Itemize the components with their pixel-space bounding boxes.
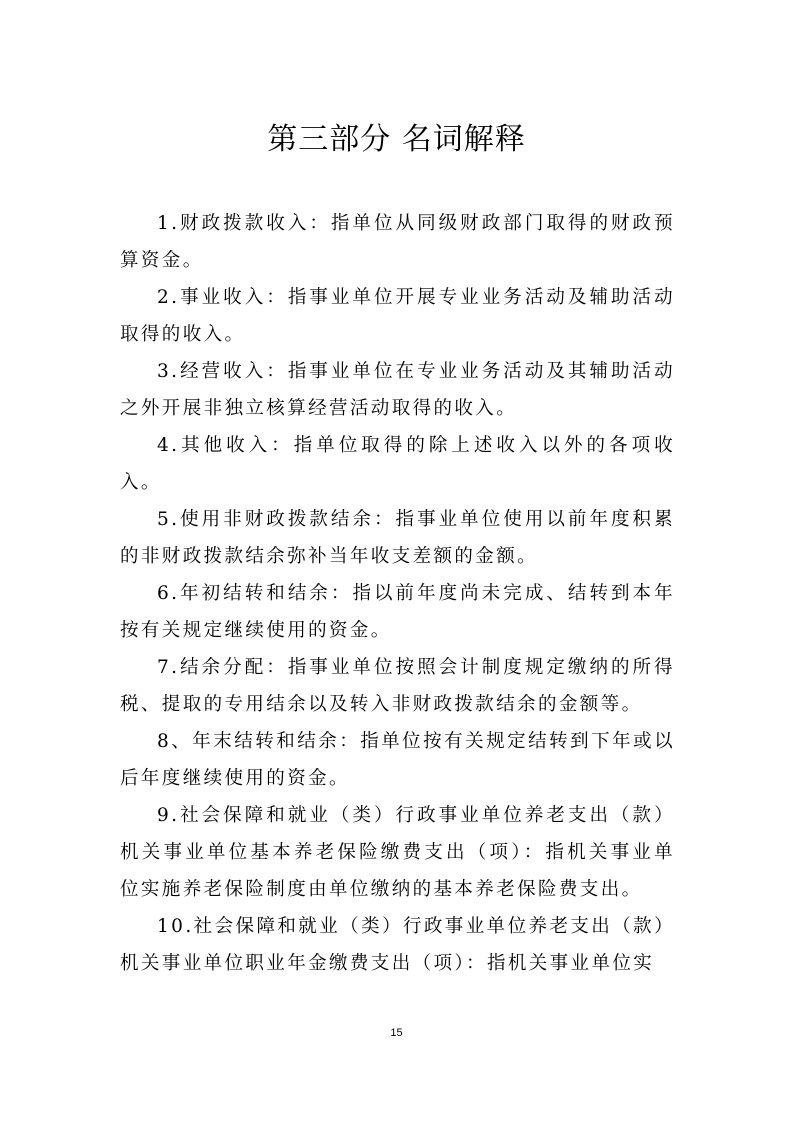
- page-number: 15: [390, 1027, 403, 1039]
- definition-paragraph: 9.社会保障和就业（类）行政事业单位养老支出（款）机关事业单位基本养老保险缴费支出（项）：指机关事业单位实施养老保险制度由单位缴纳的基本养老保险费支出。: [120, 805, 675, 900]
- definition-paragraph: 10.社会保障和就业（类）行政事业单位养老支出（款）机关事业单位职业年金缴费支出（项）：指机关事业单位实: [120, 916, 675, 974]
- definition-paragraph: 5.使用非财政拨款结余：指事业单位使用以前年度积累的非财政拨款结余弥补当年收支差额的金额。: [120, 509, 675, 567]
- section-title: 第三部分 名词解释: [267, 122, 526, 157]
- definitions-body: [120, 205, 675, 982]
- definition-paragraph: 7.结余分配：指事业单位按照会计制度规定缴纳的所得税、提取的专用结余以及转入非财政拨款结余的金额等。: [120, 657, 675, 715]
- definition-paragraph: 4.其他收入：指单位取得的除上述收入以外的各项收入。: [120, 435, 675, 493]
- definition-paragraph: 2.事业收入：指事业单位开展专业业务活动及辅助活动取得的收入。: [120, 287, 675, 345]
- definition-paragraph: 6.年初结转和结余：指以前年度尚未完成、结转到本年按有关规定继续使用的资金。: [120, 583, 675, 641]
- definition-paragraph: 8、年末结转和结余：指单位按有关规定结转到下年或以后年度继续使用的资金。: [120, 731, 675, 789]
- definition-paragraph: 1.财政拨款收入：指单位从同级财政部门取得的财政预算资金。: [120, 213, 675, 271]
- definition-paragraph: 3.经营收入：指事业单位在专业业务活动及其辅助活动之外开展非独立核算经营活动取得的收入。: [120, 361, 675, 419]
